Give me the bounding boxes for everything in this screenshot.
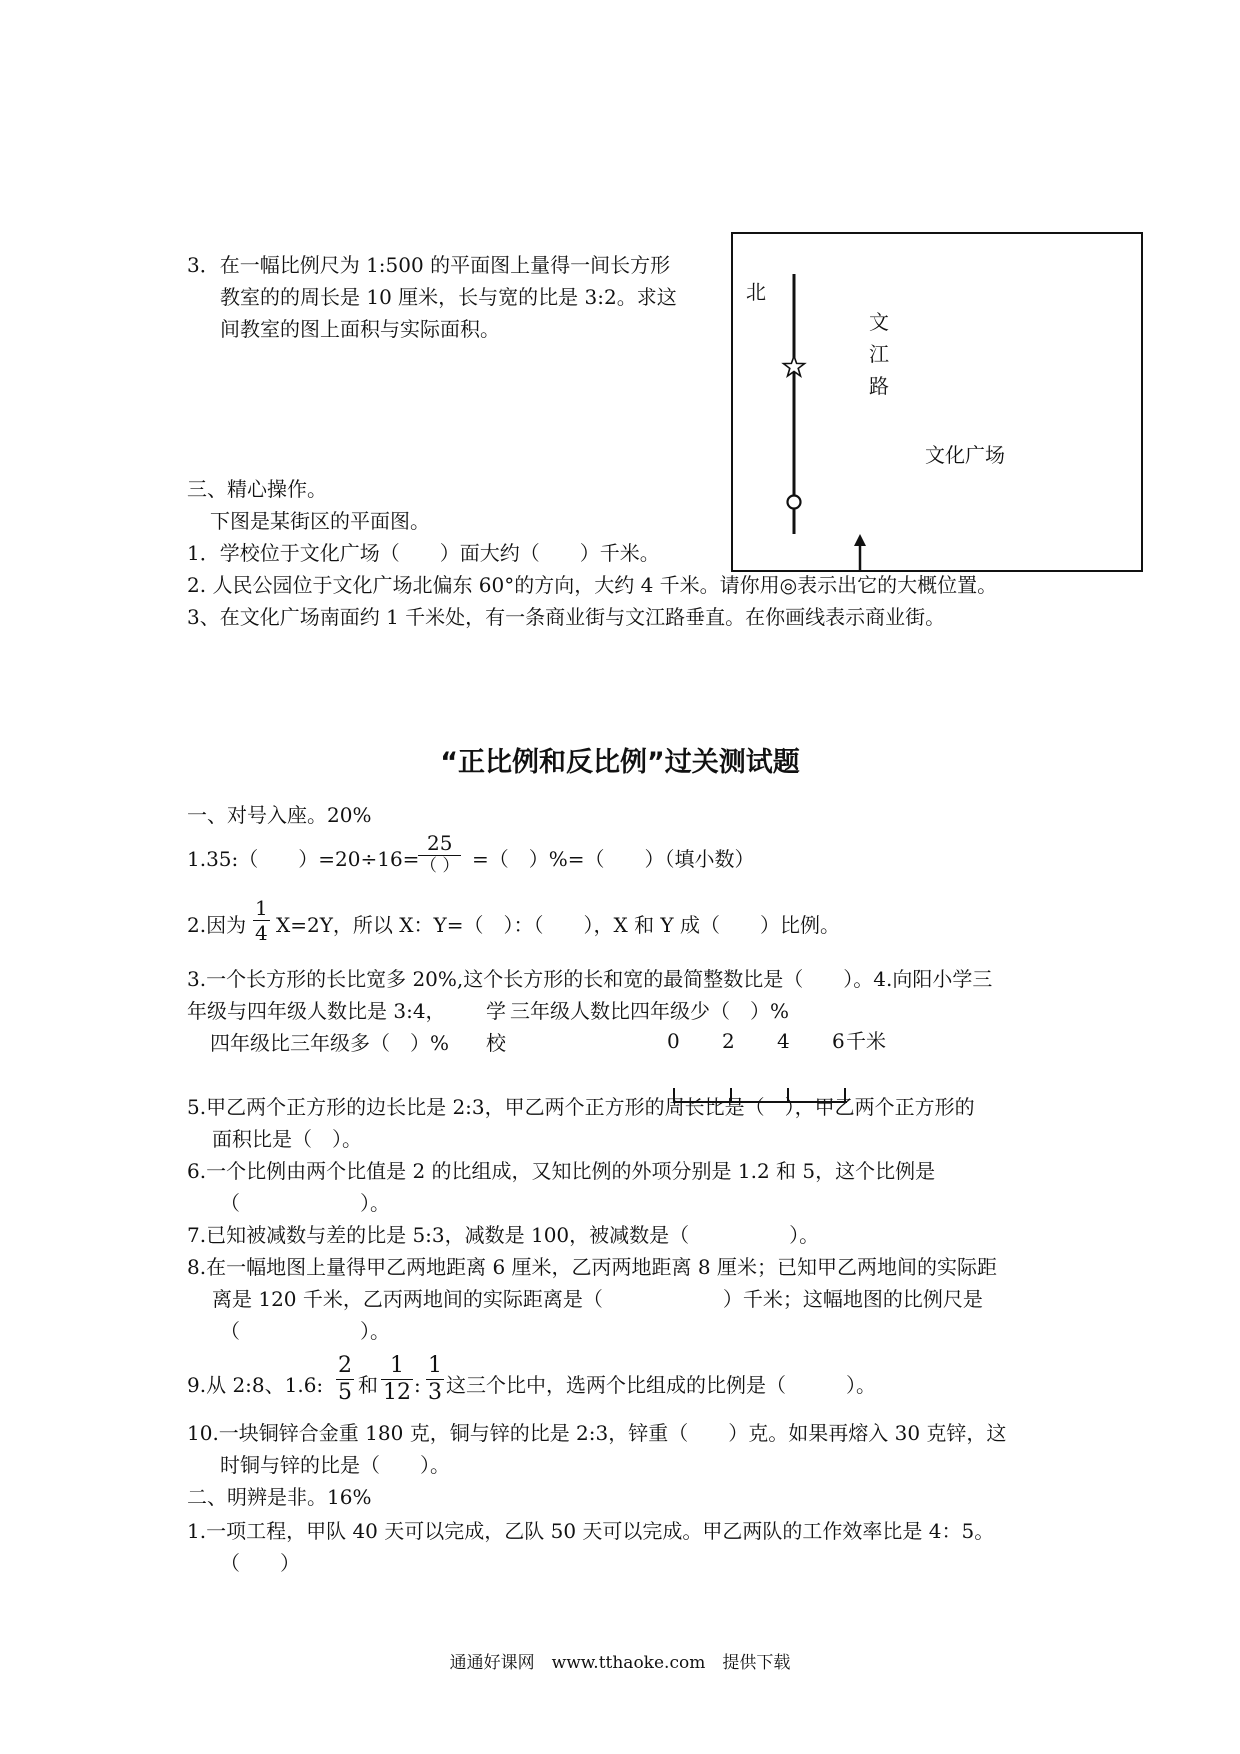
scale-label: 6	[832, 1029, 845, 1053]
question-5-line-1: 5.甲乙两个正方形的边长比是 2:3，甲乙两个正方形的周长比是（ ），甲乙两个正方形的	[187, 1095, 975, 1119]
fraction-numerator: 1	[428, 1353, 442, 1378]
question-7: 7.已知被减数与差的比是 5:3，减数是 100，被减数是（ ）。	[187, 1223, 820, 1247]
judgment-question-1-line-2: （ ）	[220, 1551, 300, 1575]
question-1-prefix: 1.35:（ ）=20÷16=	[187, 847, 420, 871]
question-6-line-1: 6.一个比例由两个比值是 2 的比组成，又知比例的外项分别是 1.2 和 5，这个比例是	[187, 1159, 936, 1183]
question-10-line-1: 10.一块铜锌合金重 180 克，铜与锌的比是 2:3，锌重（ ）克。如果再熔入 30 克锌，这	[187, 1421, 1007, 1445]
problem-3-line-3: 间教室的图上面积与实际面积。	[220, 317, 500, 341]
judgment-question-1-line-1: 1.一项工程，甲队 40 天可以完成，乙队 50 天可以完成。甲乙两队的工作效率比是 4：5。	[187, 1519, 995, 1543]
school-marker-icon	[788, 496, 801, 509]
fraction-one-quarter	[253, 898, 270, 943]
school-char: 学	[486, 999, 506, 1023]
page-title: “正比例和反比例”过关测试题	[440, 747, 800, 778]
fraction-denominator: 4	[255, 921, 268, 945]
north-label: 北	[746, 280, 766, 304]
operation-item-2: 2. 人民公园位于文化广场北偏东 60°的方向，大约 4 千米。请你用◎表示出它的大概位置。	[187, 573, 998, 597]
part-1-heading: 一、对号入座。20%	[187, 803, 372, 827]
question-2-prefix: 2.因为	[187, 913, 247, 937]
section-operation-intro: 下图是某街区的平面图。	[210, 509, 430, 533]
page-footer: 通通好课网 www.tthaoke.com 提供下载	[449, 1653, 791, 1673]
question-5-line-2: 面积比是（ ）。	[212, 1127, 362, 1151]
question-9-prefix: 9.从 2:8、1.6:	[187, 1373, 324, 1397]
operation-item-3: 3、在文化广场南面约 1 千米处，有一条商业街与文江路垂直。在你画线表示商业街。	[187, 605, 946, 629]
school-char: 校	[486, 1031, 506, 1055]
road-name-char: 文	[869, 310, 889, 334]
north-arrow-icon	[854, 534, 866, 546]
fraction-denominator: （ ）	[420, 856, 460, 876]
scale-unit: 千米	[846, 1029, 886, 1053]
fraction-numerator: 1	[390, 1353, 404, 1378]
question-8-line-1: 8.在一幅地图上量得甲乙两地距离 6 厘米，乙丙两地距离 8 厘米；已知甲乙两地间的实际距	[187, 1255, 997, 1279]
scale-label: 2	[722, 1029, 735, 1053]
question-3: 3.一个长方形的长比宽多 20%,这个长方形的长和宽的最简整数比是（ ）。4.向阳小学三	[187, 967, 993, 991]
question-4-line-1-cont: 三年级人数比四年级少（ ）%	[510, 999, 790, 1023]
fraction-denominator: 5	[338, 1380, 352, 1405]
scale-label: 0	[667, 1029, 680, 1053]
problem-3-line-2: 教室的的周长是 10 厘米，长与宽的比是 3:2。求这	[220, 285, 677, 309]
question-9-and: 和	[358, 1373, 378, 1397]
fraction-denominator: 12	[383, 1380, 411, 1405]
problem-3-line-1: 3．在一幅比例尺为 1:500 的平面图上量得一间长方形	[187, 253, 671, 277]
question-8-line-3: （ ）。	[220, 1319, 390, 1343]
question-4-line-1: 年级与四年级人数比是 3:4，	[187, 999, 446, 1023]
fraction-denominator: 3	[428, 1380, 442, 1405]
question-1-suffix: =（ ）%=（ ）（填小数）	[472, 847, 755, 871]
road-name-char: 路	[869, 374, 889, 398]
operation-item-1: 1．学校位于文化广场（ ）面大约（ ）千米。	[187, 541, 660, 565]
plaza-label: 文化广场	[925, 443, 1005, 467]
street-map	[731, 232, 1143, 572]
road-name-char: 江	[869, 342, 889, 366]
question-8-line-2: 离是 120 千米，乙丙两地间的实际距离是（ ）千米；这幅地图的比例尺是	[212, 1287, 983, 1311]
fraction-numerator: 2	[338, 1353, 352, 1378]
question-6-line-2: （ ）。	[220, 1191, 390, 1215]
question-10-line-2: 时铜与锌的比是（ ）。	[220, 1453, 450, 1477]
question-4-line-2: 四年级比三年级多（ ）%	[210, 1031, 450, 1055]
map-drawing	[731, 232, 1143, 572]
section-operation-heading: 三、精心操作。	[187, 477, 327, 501]
question-9-suffix: 这三个比中，选两个比组成的比例是（ ）。	[446, 1373, 876, 1397]
question-2-suffix: X=2Y，所以 X：Y=（ ）：（ ），X 和 Y 成（ ）比例。	[276, 913, 840, 937]
question-9-colon: :	[414, 1373, 421, 1397]
fraction-one-twelfth	[381, 1355, 413, 1404]
fraction-numerator: 25	[426, 831, 453, 855]
scale-label: 4	[777, 1029, 790, 1053]
fraction-25-over-blank	[418, 833, 461, 875]
fraction-one-third	[426, 1355, 444, 1404]
fraction-numerator: 1	[255, 896, 268, 920]
fraction-two-fifths	[336, 1355, 354, 1404]
part-2-heading: 二、明辨是非。16%	[187, 1485, 372, 1509]
